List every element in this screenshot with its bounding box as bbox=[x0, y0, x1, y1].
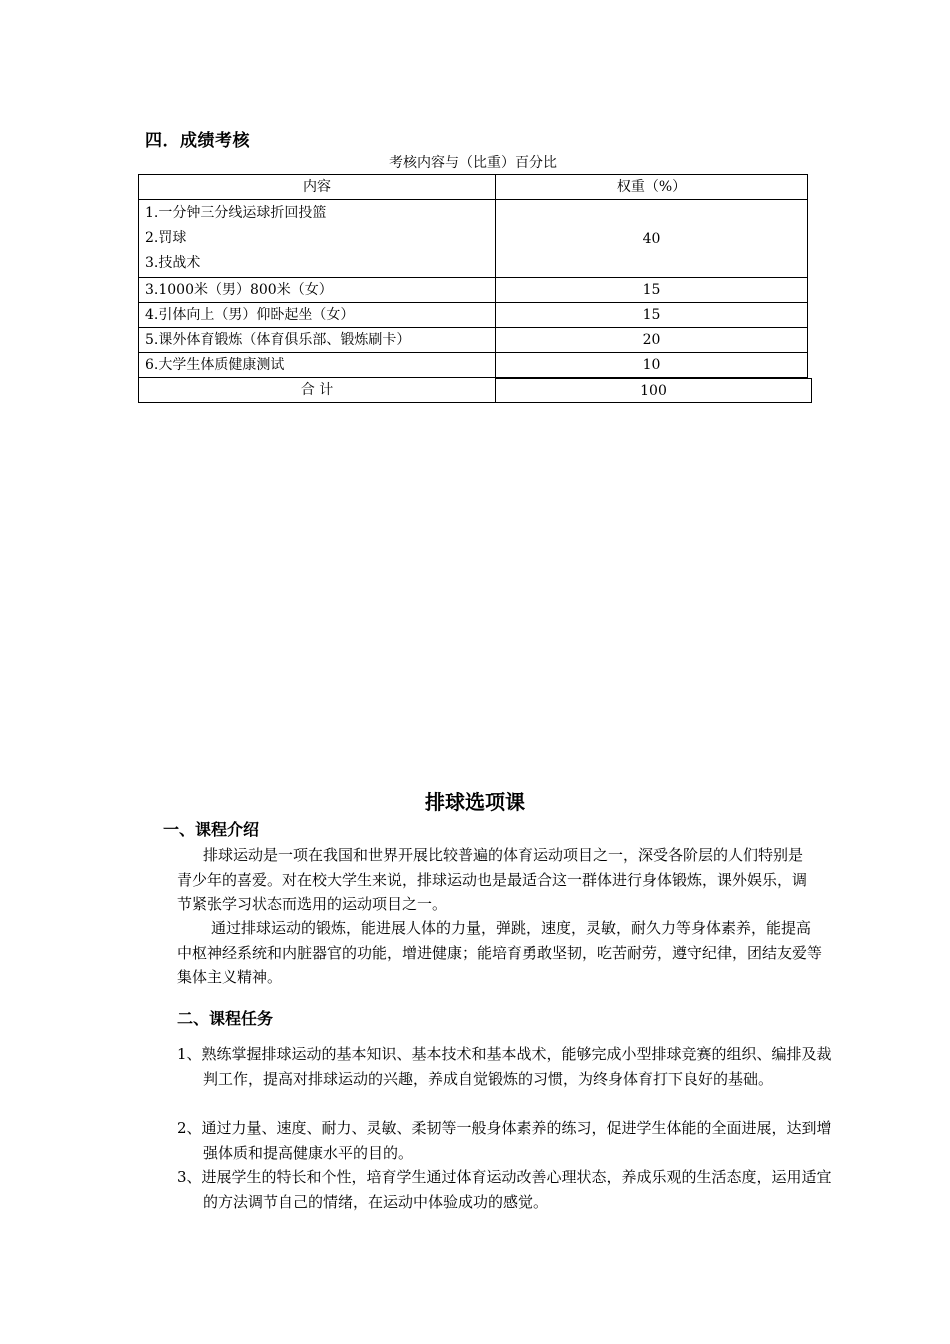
task-item-3: 3、进展学生的特长和个性，培育学生通过体育运动改善心理状态，养成乐观的生活态度，运用适宜的方法调节自己的情绪，在运动中体验成功的感觉。 bbox=[177, 1168, 832, 1211]
total-value: 100 bbox=[495, 378, 812, 403]
row-content: 5.课外体育锻炼（体育俱乐部、锻炼刷卡） bbox=[139, 328, 496, 353]
row-weight: 20 bbox=[496, 328, 808, 353]
total-label: 合 计 bbox=[138, 378, 496, 403]
intro-heading: 一、课程介绍 bbox=[163, 820, 260, 839]
table-row bbox=[139, 328, 808, 353]
header-content: 内容 bbox=[139, 175, 496, 200]
row-weight: 15 bbox=[496, 303, 808, 328]
table-row-group bbox=[139, 200, 808, 278]
intro-paragraph-1: 排球运动是一项在我国和世界开展比较普遍的体育运动项目之一，深受各阶层的人们特别是青少年的喜爱。对在校大学生来说，排球运动也是最适合这一群体进行身体锻炼，课外娱乐，调节紧张学习状态而选用的运动项目之一。 bbox=[177, 846, 808, 913]
table-row bbox=[139, 303, 808, 328]
table-header-row bbox=[139, 175, 808, 200]
table-caption: 考核内容与（比重）百分比 bbox=[389, 155, 557, 171]
task-item-2: 2、通过力量、速度、耐力、灵敏、柔韧等一般身体素养的练习，促进学生体能的全面进展，达到增强体质和提高健康水平的目的。 bbox=[177, 1119, 832, 1162]
table-total-row bbox=[138, 378, 812, 403]
table-row bbox=[139, 353, 808, 378]
intro-paragraph-2: 通过排球运动的锻炼，能进展人体的力量，弹跳，速度，灵敏，耐久力等身体素养，能提高中枢神经系统和内脏器官的功能，增进健康；能培育勇敢坚韧，吃苦耐劳，遵守纪律，团结友爱等集体主义精神。 bbox=[177, 919, 823, 986]
group-weight-cell: 40 bbox=[496, 200, 808, 278]
grading-table bbox=[138, 174, 808, 378]
group-line-2: 2.罚球 bbox=[145, 230, 187, 246]
group-line-3: 3.技战术 bbox=[145, 255, 201, 271]
task-item-1: 1、熟练掌握排球运动的基本知识、基本技术和基本战术，能够完成小型排球竞赛的组织、编排及裁判工作，提高对排球运动的兴趣，养成自觉锻炼的习惯，为终身体育打下良好的基础。 bbox=[177, 1045, 832, 1088]
row-content: 6.大学生体质健康测试 bbox=[139, 353, 496, 378]
tasks-heading: 二、课程任务 bbox=[177, 1009, 274, 1028]
group-content-cell bbox=[139, 200, 496, 278]
row-weight: 15 bbox=[496, 278, 808, 303]
table-row bbox=[139, 278, 808, 303]
group-line-1: 1.一分钟三分线运球折回投篮 bbox=[145, 205, 327, 221]
section-heading-grading: 四．成绩考核 bbox=[145, 131, 250, 151]
row-content: 4.引体向上（男）仰卧起坐（女） bbox=[139, 303, 496, 328]
course-title: 排球选项课 bbox=[425, 790, 525, 814]
row-content: 3.1000米（男）800米（女） bbox=[139, 278, 496, 303]
header-weight: 权重（%） bbox=[496, 175, 808, 200]
row-weight: 10 bbox=[496, 353, 808, 378]
